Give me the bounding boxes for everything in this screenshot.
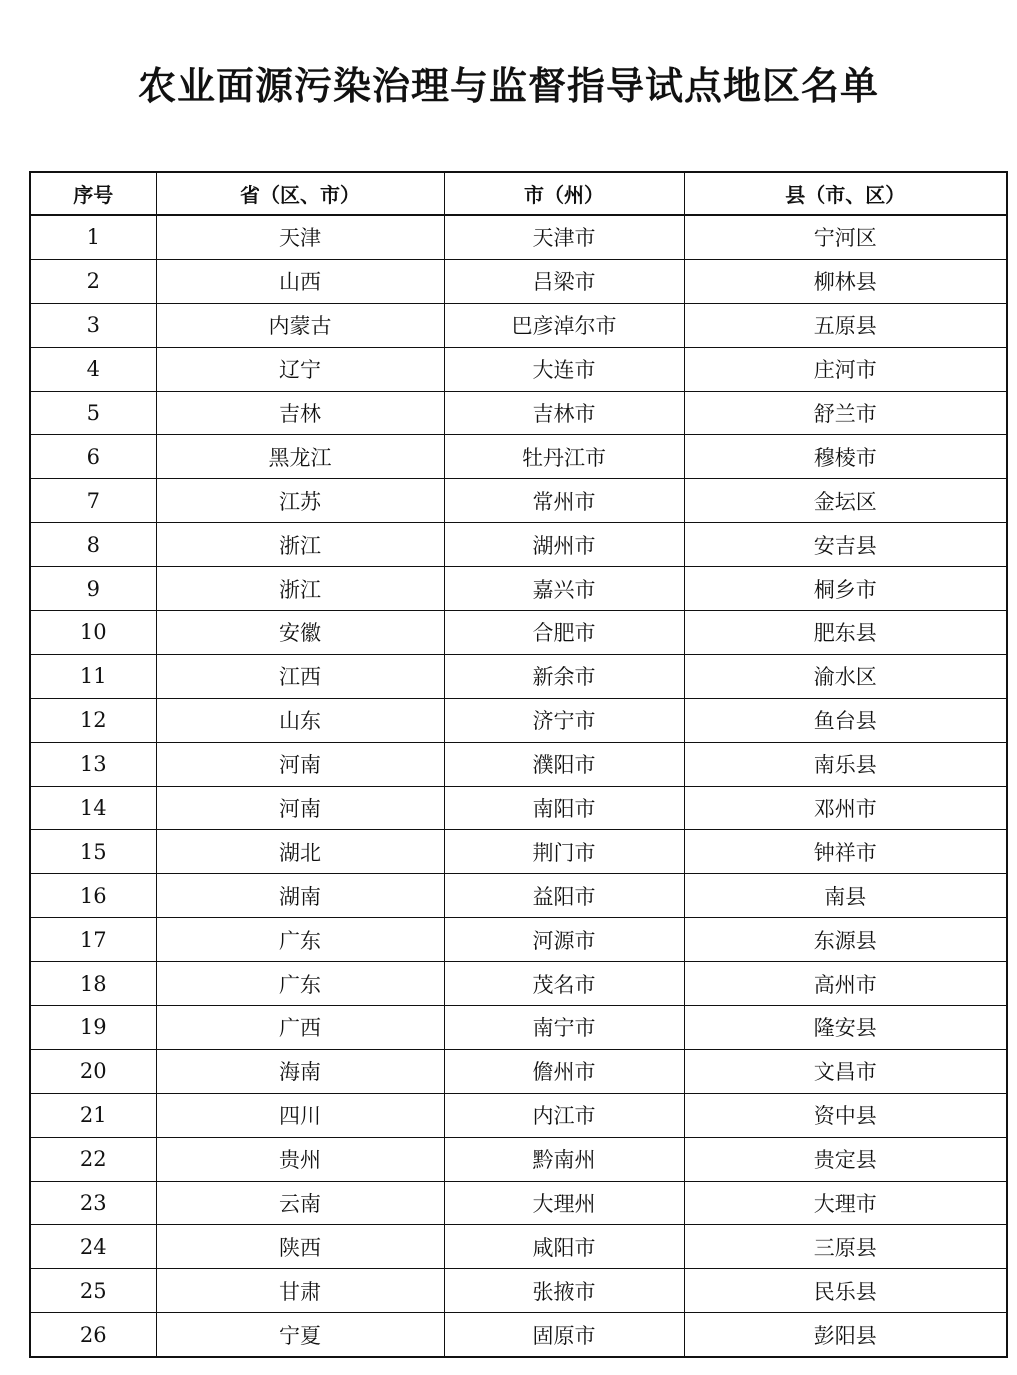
cell-index: 5 xyxy=(30,391,156,435)
cell-county: 钟祥市 xyxy=(684,830,1007,874)
cell-index: 15 xyxy=(30,830,156,874)
cell-city: 河源市 xyxy=(444,918,684,962)
cell-index: 22 xyxy=(30,1137,156,1181)
cell-index: 11 xyxy=(30,654,156,698)
cell-city: 南阳市 xyxy=(444,786,684,830)
table-row xyxy=(30,1313,1007,1357)
cell-province: 甘肃 xyxy=(156,1269,444,1313)
cell-county: 邓州市 xyxy=(684,786,1007,830)
cell-city: 荆门市 xyxy=(444,830,684,874)
table-row xyxy=(30,1269,1007,1313)
column-header-province: 省（区、市） xyxy=(156,172,444,215)
cell-county: 宁河区 xyxy=(684,215,1007,259)
cell-province: 辽宁 xyxy=(156,347,444,391)
table-row xyxy=(30,1093,1007,1137)
cell-city: 巴彦淖尔市 xyxy=(444,303,684,347)
cell-index: 8 xyxy=(30,523,156,567)
cell-province: 安徽 xyxy=(156,611,444,655)
cell-county: 高州市 xyxy=(684,962,1007,1006)
cell-province: 湖北 xyxy=(156,830,444,874)
table-row xyxy=(30,1225,1007,1269)
cell-city: 茂名市 xyxy=(444,962,684,1006)
pilot-regions-table-container xyxy=(29,171,1006,1358)
cell-county: 大理市 xyxy=(684,1181,1007,1225)
cell-index: 3 xyxy=(30,303,156,347)
table-row xyxy=(30,479,1007,523)
cell-province: 山西 xyxy=(156,259,444,303)
cell-index: 21 xyxy=(30,1093,156,1137)
cell-county: 肥东县 xyxy=(684,611,1007,655)
cell-city: 黔南州 xyxy=(444,1137,684,1181)
table-row xyxy=(30,698,1007,742)
cell-province: 浙江 xyxy=(156,567,444,611)
cell-province: 河南 xyxy=(156,742,444,786)
cell-city: 张掖市 xyxy=(444,1269,684,1313)
cell-province: 广东 xyxy=(156,962,444,1006)
cell-city: 湖州市 xyxy=(444,523,684,567)
cell-county: 南县 xyxy=(684,874,1007,918)
cell-index: 12 xyxy=(30,698,156,742)
table-row xyxy=(30,435,1007,479)
cell-index: 13 xyxy=(30,742,156,786)
cell-county: 鱼台县 xyxy=(684,698,1007,742)
table-row xyxy=(30,391,1007,435)
cell-province: 天津 xyxy=(156,215,444,259)
cell-county: 庄河市 xyxy=(684,347,1007,391)
cell-province: 江苏 xyxy=(156,479,444,523)
cell-index: 4 xyxy=(30,347,156,391)
cell-province: 黑龙江 xyxy=(156,435,444,479)
cell-county: 渝水区 xyxy=(684,654,1007,698)
table-row xyxy=(30,567,1007,611)
column-header-index: 序号 xyxy=(30,172,156,215)
cell-province: 海南 xyxy=(156,1049,444,1093)
cell-city: 固原市 xyxy=(444,1313,684,1357)
table-row xyxy=(30,611,1007,655)
cell-index: 6 xyxy=(30,435,156,479)
cell-province: 宁夏 xyxy=(156,1313,444,1357)
cell-county: 资中县 xyxy=(684,1093,1007,1137)
table-header-row xyxy=(30,172,1007,215)
cell-county: 穆棱市 xyxy=(684,435,1007,479)
table-row xyxy=(30,742,1007,786)
cell-province: 浙江 xyxy=(156,523,444,567)
cell-county: 柳林县 xyxy=(684,259,1007,303)
table-row xyxy=(30,1049,1007,1093)
table-row xyxy=(30,347,1007,391)
cell-index: 16 xyxy=(30,874,156,918)
table-row xyxy=(30,962,1007,1006)
table-row xyxy=(30,786,1007,830)
cell-city: 南宁市 xyxy=(444,1006,684,1050)
cell-index: 24 xyxy=(30,1225,156,1269)
cell-city: 天津市 xyxy=(444,215,684,259)
cell-city: 内江市 xyxy=(444,1093,684,1137)
cell-city: 大理州 xyxy=(444,1181,684,1225)
table-row xyxy=(30,303,1007,347)
cell-county: 金坛区 xyxy=(684,479,1007,523)
cell-city: 吉林市 xyxy=(444,391,684,435)
cell-province: 内蒙古 xyxy=(156,303,444,347)
table-row xyxy=(30,1181,1007,1225)
cell-county: 隆安县 xyxy=(684,1006,1007,1050)
cell-city: 咸阳市 xyxy=(444,1225,684,1269)
table-body xyxy=(30,215,1007,1357)
table-row xyxy=(30,918,1007,962)
cell-province: 广西 xyxy=(156,1006,444,1050)
cell-province: 湖南 xyxy=(156,874,444,918)
cell-county: 贵定县 xyxy=(684,1137,1007,1181)
table-header xyxy=(30,172,1007,215)
cell-county: 南乐县 xyxy=(684,742,1007,786)
cell-index: 19 xyxy=(30,1006,156,1050)
cell-province: 云南 xyxy=(156,1181,444,1225)
cell-index: 17 xyxy=(30,918,156,962)
cell-index: 26 xyxy=(30,1313,156,1357)
column-header-city: 市（州） xyxy=(444,172,684,215)
cell-index: 9 xyxy=(30,567,156,611)
cell-province: 陕西 xyxy=(156,1225,444,1269)
cell-city: 常州市 xyxy=(444,479,684,523)
table-row xyxy=(30,830,1007,874)
cell-index: 2 xyxy=(30,259,156,303)
cell-city: 嘉兴市 xyxy=(444,567,684,611)
table-row xyxy=(30,1137,1007,1181)
table-row xyxy=(30,259,1007,303)
column-header-county: 县（市、区） xyxy=(684,172,1007,215)
cell-province: 吉林 xyxy=(156,391,444,435)
table-row xyxy=(30,215,1007,259)
page-title: 农业面源污染治理与监督指导试点地区名单 xyxy=(137,64,879,109)
cell-city: 儋州市 xyxy=(444,1049,684,1093)
cell-county: 安吉县 xyxy=(684,523,1007,567)
cell-index: 14 xyxy=(30,786,156,830)
cell-index: 18 xyxy=(30,962,156,1006)
cell-index: 25 xyxy=(30,1269,156,1313)
cell-index: 23 xyxy=(30,1181,156,1225)
cell-index: 7 xyxy=(30,479,156,523)
cell-province: 江西 xyxy=(156,654,444,698)
cell-county: 桐乡市 xyxy=(684,567,1007,611)
cell-province: 四川 xyxy=(156,1093,444,1137)
cell-city: 济宁市 xyxy=(444,698,684,742)
cell-county: 三原县 xyxy=(684,1225,1007,1269)
cell-index: 10 xyxy=(30,611,156,655)
cell-county: 东源县 xyxy=(684,918,1007,962)
cell-index: 20 xyxy=(30,1049,156,1093)
table-row xyxy=(30,874,1007,918)
cell-city: 濮阳市 xyxy=(444,742,684,786)
cell-index: 1 xyxy=(30,215,156,259)
cell-county: 舒兰市 xyxy=(684,391,1007,435)
cell-city: 牡丹江市 xyxy=(444,435,684,479)
table-row xyxy=(30,654,1007,698)
cell-city: 合肥市 xyxy=(444,611,684,655)
pilot-regions-table xyxy=(29,171,1008,1358)
table-row xyxy=(30,1006,1007,1050)
cell-city: 益阳市 xyxy=(444,874,684,918)
cell-province: 贵州 xyxy=(156,1137,444,1181)
cell-province: 广东 xyxy=(156,918,444,962)
cell-county: 文昌市 xyxy=(684,1049,1007,1093)
table-row xyxy=(30,523,1007,567)
cell-county: 彭阳县 xyxy=(684,1313,1007,1357)
cell-province: 山东 xyxy=(156,698,444,742)
cell-county: 五原县 xyxy=(684,303,1007,347)
cell-city: 吕梁市 xyxy=(444,259,684,303)
cell-city: 大连市 xyxy=(444,347,684,391)
cell-county: 民乐县 xyxy=(684,1269,1007,1313)
cell-city: 新余市 xyxy=(444,654,684,698)
cell-province: 河南 xyxy=(156,786,444,830)
